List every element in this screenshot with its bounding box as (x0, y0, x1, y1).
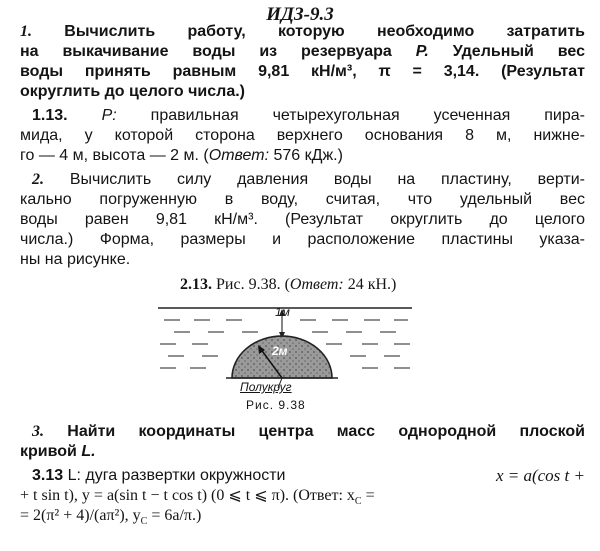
task2-text-4: числа.) Форма, размеры и расположение пластины указа- (20, 231, 585, 248)
task1-line1 (20, 22, 585, 42)
task2-line3 (20, 210, 585, 230)
page-title: ИДЗ-9.3 (266, 4, 334, 25)
p113-number: 1.13. (32, 107, 68, 124)
p213-figure-ref: Рис. 9.38. (216, 276, 281, 293)
task1-text-4: округлить до целого числа.) (20, 83, 245, 100)
task2-line2 (20, 190, 585, 210)
task3-text-2: кривой (20, 443, 77, 460)
p313-number: 3.13 (32, 467, 64, 484)
p213-number: 2.13. (180, 276, 212, 293)
p213-answer-label: Ответ: (289, 276, 344, 293)
p113-line3: го — 4 м, высота — 2 м. (Ответ: 576 кДж.) (20, 147, 343, 164)
figure-caption: Рис. 9.38 (246, 398, 306, 412)
task2-text-5: ны на рисунке. (20, 251, 131, 268)
task1-text-2b: Удельный вес (452, 43, 585, 60)
figure-depth-label: 1м (275, 305, 290, 319)
p313-sub-2: C (140, 516, 148, 528)
task3-line2 (20, 442, 585, 462)
task1-line4 (20, 82, 585, 102)
task2-text-3: воды равен 9,81 кН/м³. (Результат округлить до целого (20, 211, 585, 228)
task3-number: 3. (32, 423, 44, 440)
p113-text-1: правильная четырехугольная усеченная пира- (150, 107, 585, 124)
p313-line3 (20, 506, 585, 532)
p313-text-1: L: дуга развертки окружности (67, 467, 286, 484)
p213-answer-value: 24 кН.) (347, 276, 397, 293)
task3-text-1: Найти координаты центра масс однородной плоской (67, 423, 586, 440)
figure-shape-label: Полукруг (240, 380, 292, 394)
task2-number: 2. (32, 171, 44, 188)
task2-line1 (32, 170, 585, 190)
task1-line2 (20, 42, 585, 62)
task1-text-2: на выкачивание воды из резервуара (20, 43, 392, 60)
p313-formula-1: x = a(cos t + (495, 466, 585, 485)
task1-text-3: воды принять равным 9,81 кН/м³, π = 3,14. (Результат (20, 63, 585, 80)
p313-formula-2-end: = (361, 487, 375, 504)
task2-text-1: Вычислить силу давления воды на пластину, верти- (69, 171, 585, 188)
p113-text-2: мида, у которой сторона верхнего основания 8 м, нижне- (20, 127, 585, 144)
task3-line1 (32, 422, 585, 442)
figure-radius-label: 2м (272, 344, 288, 358)
p213-title: 2.13. Рис. 9.38. (Ответ: 24 кН.) (180, 276, 397, 293)
task1-text-1: Вычислить работу, которую необходимо затратить (64, 23, 585, 40)
p113-answer-value: 576 кДж.) (273, 147, 343, 164)
p113-line2 (20, 126, 585, 146)
p313-sub-1: C (354, 496, 362, 508)
p113-var: P: (101, 107, 117, 124)
p113-answer-label: Ответ: (208, 147, 270, 164)
task2-text-2: кально погруженную в воду, считая, что удельный вес (20, 191, 585, 208)
p313-formula-3-end: = 6a/π.) (147, 507, 202, 524)
task1-var: P. (415, 43, 429, 60)
p313-line1 (32, 466, 585, 486)
task2-line5 (20, 250, 585, 270)
p313-formula-3: = 2(π² + 4)/(aπ²), y (20, 507, 141, 524)
task1-line3 (20, 62, 585, 82)
task3-var: L. (81, 443, 96, 460)
p113-text-3: го — 4 м, высота — 2 м. (20, 147, 199, 164)
task2-line4 (20, 230, 585, 250)
p113-line1 (32, 106, 585, 126)
p313-formula-2: + t sin t), y = a(sin t − t cos t) (0 ⩽ t ⩽ π). (Ответ: x (20, 487, 355, 504)
task1-number: 1. (20, 23, 32, 40)
